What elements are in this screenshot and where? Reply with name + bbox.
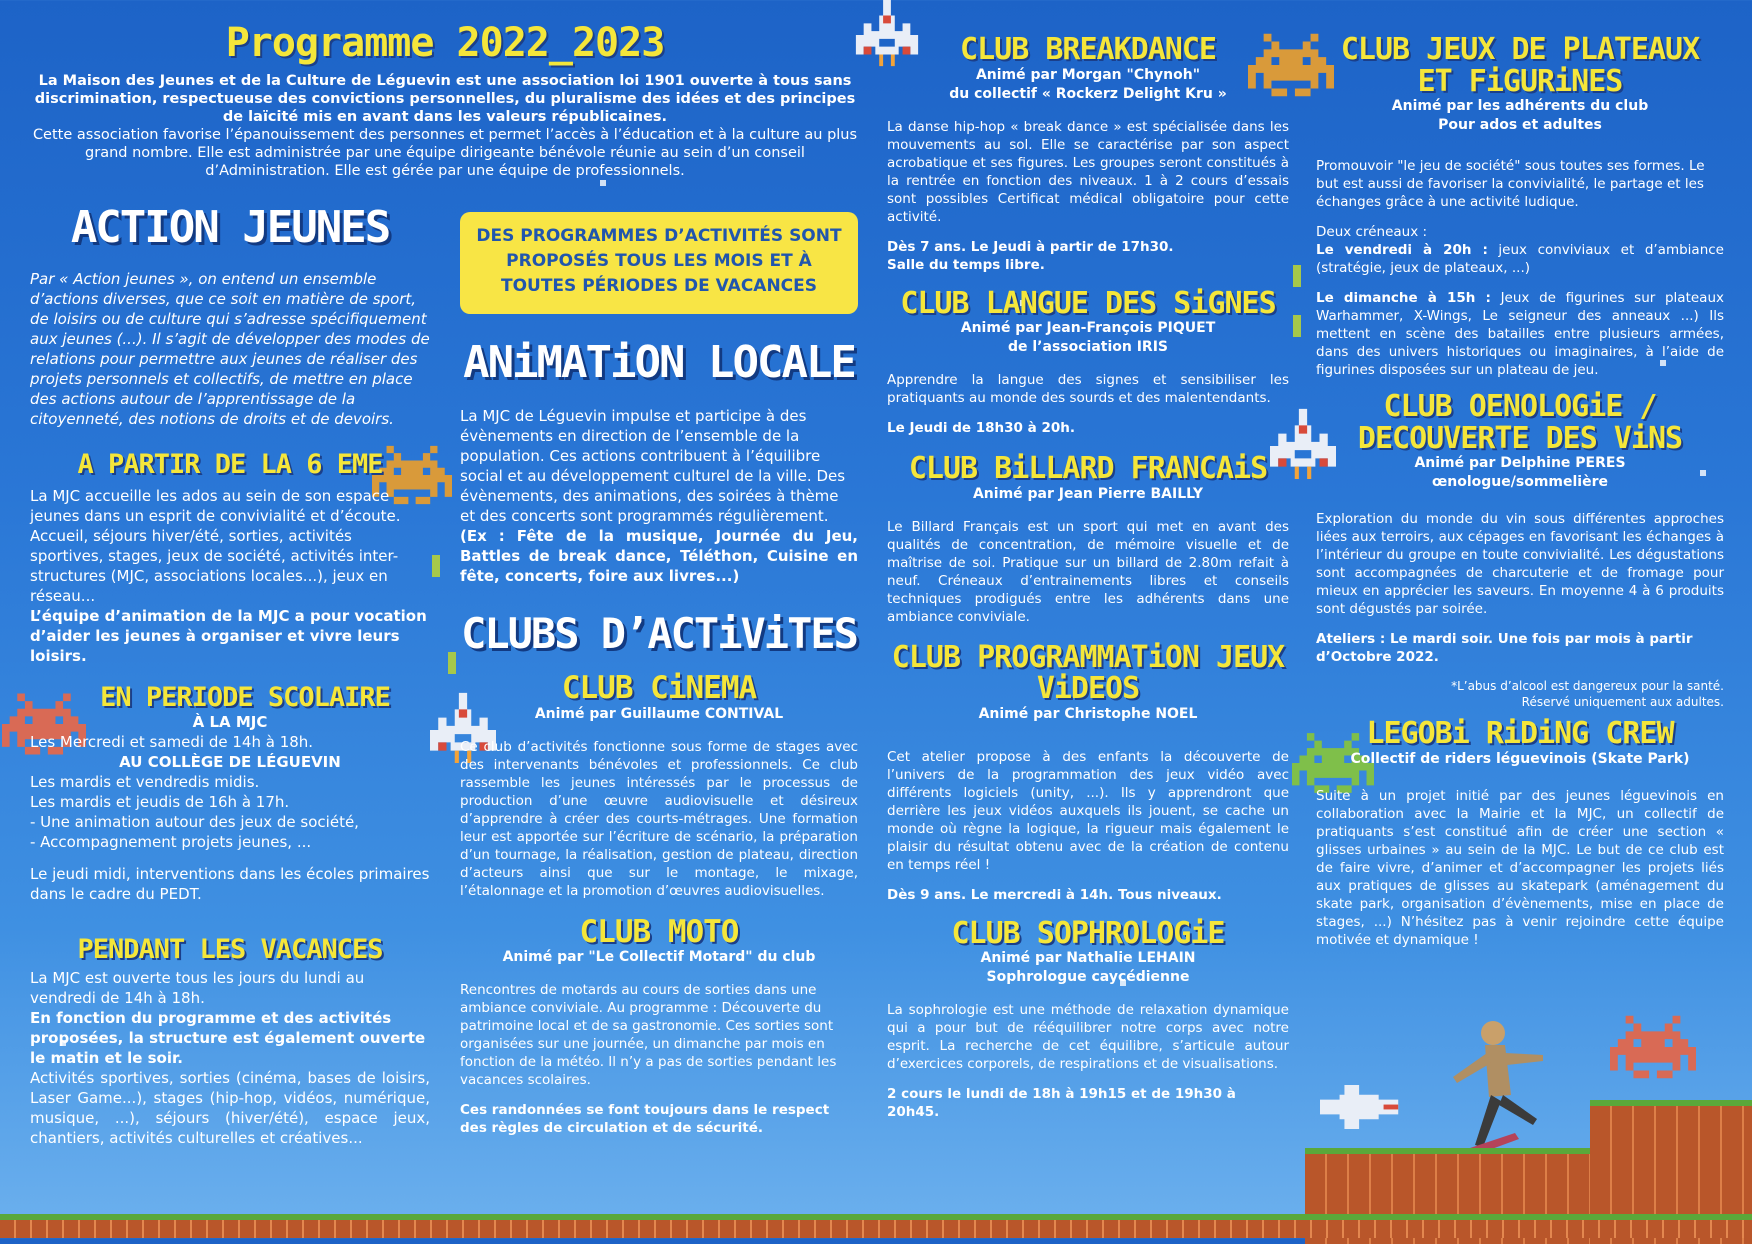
scolaire-line1: Les Mercredi et samedi de 14h à 18h.: [30, 732, 314, 751]
vacances-bold: En fonction du programme et des activités proposées, la structure est également ouverte le matin et le soir.: [30, 1009, 426, 1068]
cinema-title: CLUB CiNEMA: [561, 670, 757, 707]
brick-ground: [0, 1220, 1752, 1238]
spaceship-icon: [1318, 1085, 1410, 1129]
breakdance-text: La danse hip-hop « break dance » est spécialisée dans les mouvements au sol. Elle se caractérise par son aspect acrobatique et ses figures. Les groupes seront constitués à la rentrée en fonction des niveaux. 1 à 2 cours d’essais sont possibles Certificat médical obligatoire pour cette activité.: [887, 118, 1289, 225]
signes-text: Apprendre la langue des signes et sensibiliser les pratiquants au monde des sourds et des malentendants.: [887, 372, 1289, 406]
oenologie-note1: *L’abus d’alcool est dangereux pour la santé.: [1451, 679, 1724, 693]
intro-bold: La Maison des Jeunes et de la Culture de Léguevin est une association loi 1901 ouverte à tous sans discrimination, respectueuse des convictions personnelles, du pluralisme des idées et des principes de laïcité mis en avant dans les valeurs républicaines.: [34, 73, 856, 125]
scolaire-line6: Le jeudi midi, interventions dans les écoles primaires dans le cadre du PEDT.: [30, 864, 430, 903]
plateaux-slots: Deux créneaux :: [1316, 224, 1428, 240]
notice-box: DES PROGRAMMES D’ACTIVITÉS SONT PROPOSÉS TOUS LES MOIS ET À TOUTES PÉRIODES DE VACANCES: [460, 212, 858, 314]
scolaire-line4: - Une animation autour des jeux de société,: [30, 812, 359, 831]
laser-shot: [1293, 265, 1301, 287]
programmation-sub: Animé par Christophe NOEL: [978, 705, 1198, 722]
plateaux-friday: [1316, 241, 1724, 277]
signes-sub1: Animé par Jean-François PIQUET: [960, 320, 1216, 336]
sophrologie-sub2: Sophrologue caycédienne: [986, 969, 1190, 985]
plateaux-title: CLUB JEUX DE PLATEAUX ET FiGURiNES: [1340, 32, 1700, 99]
scolaire-line3: Les mardis et jeudis de 16h à 17h.: [30, 792, 290, 811]
programmation-bold: Dès 9 ans. Le mercredi à 14h. Tous niveaux.: [887, 886, 1222, 903]
breakdance-sub1: Animé par Morgan "Chynoh": [975, 66, 1201, 83]
legobi-text: Suite à un projet initié par des jeunes léguevinois en collaboration avec la Mairie et la MJC, un collectif de pratiquants s’est constitué afin de créer une section « glisses urbaines » au sein de la MJC. Le but de ce club est de faire vivre, d’animer et d’accompagner les projets liés aux pratiques de glisses au skatepark (aménagement du skate park, organisation d’évènements, mise en place de stages, ...) N’hésitez pas à venir rejoindre cette équipe motivée et dynamique !: [1316, 787, 1724, 948]
page-title: Programme 2022_2023: [225, 20, 665, 66]
signes-title: CLUB LANGUE DES SiGNES: [900, 285, 1276, 321]
moto-bold: Ces randonnées se font toujours dans le respect des règles de circulation et de sécurité.: [460, 1102, 830, 1137]
legobi-sub: Collectif de riders léguevinois (Skate Park): [1350, 750, 1690, 767]
sophrologie-sub1: Animé par Nathalie LEHAIN: [980, 950, 1196, 966]
programmation-title: CLUB PROGRAMMATiON JEUX ViDEOS: [891, 639, 1285, 706]
plateaux-text: Promouvoir "le jeu de société" sous toutes ses formes. Le but est aussi de favoriser la convivialité, le partage et les échanges grâce à une activité ludique.: [1316, 158, 1705, 210]
vacances-title: PENDANT LES VACANCES: [77, 933, 383, 965]
moto-text: Rencontres de motards au cours de sorties dans une ambiance conviviale. Au programme : Découverte du patrimoine local et de sa gastronomie. Ces sorties sont organisées sur une journée, un dimanche par mois en fonction de la météo. Il n’y a pas de sorties pendant les vacances scolaires.: [460, 982, 837, 1089]
oenologie-text: Exploration du monde du vin sous différentes approches liées aux terroirs, aux cépages en favorisant les échanges à l’intérieur du groupe en toute convivialité. Les dégustations sont accompagnées de charcuterie et de fromage pour mieux en apprécier les saveurs. En moyenne 4 à 6 produits sont dégustés par soirée.: [1316, 511, 1724, 617]
plateaux-sunday: [1316, 289, 1724, 379]
oenologie-bold: Ateliers : Le mardi soir. Une fois par mois à partir d’Octobre 2022.: [1316, 631, 1693, 665]
plateaux-sunday-label: Le dimanche à 15h :: [1316, 290, 1491, 306]
space-invader-icon: [1610, 1015, 1696, 1079]
signes-bold: Le Jeudi de 18h30 à 20h.: [887, 420, 1075, 436]
star-decoration: [600, 180, 606, 186]
scolaire-line5: - Accompagnement projets jeunes, ...: [30, 832, 312, 851]
laser-shot: [1293, 315, 1301, 337]
column-3: [887, 34, 1289, 1121]
six-eme-title: A PARTIR DE LA 6 EME: [77, 449, 383, 481]
scolaire-at-mjc: À LA MJC: [192, 712, 268, 731]
billard-sub: Animé par Jean Pierre BAILLY: [972, 485, 1204, 502]
animation-locale-bold: (Ex : Fête de la musique, Journée du Jeu, Battles de break dance, Téléthon, Cuisine en fête, concerts, foire aux livres...): [460, 527, 858, 586]
signes-sub2: de l’association IRIS: [1007, 339, 1168, 355]
intro-text: Cette association favorise l’épanouissement des personnes et permet l’accès à l’éducation et à la culture au plus grand nombre. Elle est administrée par une équipe dirigeante bénévole réunie au sein d’un conseil d’Administration. Elle est gérée par une équipe de professionnels.: [32, 127, 858, 179]
oenologie-title: CLUB OENOLOGiE / DECOUVERTE DES ViNS: [1357, 389, 1683, 456]
cinema-text: Ce club d’activités fonctionne sous forme de stages avec des intervenants bénévoles et professionnels. Ce club rassemble les jeunes intéressés par le processus de production d’une œuvre audiovisuelle et désireux d’apprendre à créer des courts-métrages. Une formation leur est apportée sur l’écriture de scénario, la préparation d’un tournage, la réalisation, gestion de plateau, direction d’acteurs ainsi que sur le montage, le mixage, l’étalonnage et la promotion d’œuvres audiovisuelles.: [460, 738, 858, 899]
plateaux-sub2: Pour ados et adultes: [1438, 117, 1602, 133]
legobi-title: LEGOBi RiDiNG CREW: [1366, 716, 1674, 751]
laser-shot: [448, 652, 456, 674]
six-eme-bold: L’équipe d’animation de la MJC a pour vocation d’aider les jeunes à organiser et vivre leurs loisirs.: [30, 606, 427, 665]
cinema-sub: Animé par Guillaume CONTIVAL: [534, 705, 784, 722]
laser-shot: [432, 555, 440, 577]
scolaire-title: EN PERIODE SCOLAIRE: [100, 681, 390, 713]
breakdance-sub2: du collectif « Rockerz Delight Kru »: [949, 85, 1227, 102]
action-jeunes-text: Par « Action jeunes », on entend un ensemble d’actions diverses, que ce soit en matière de sport, de loisirs ou de culture qui s’adresse spécifiquement aux jeunes (...). Il s’agit de développer des modes de relations pour permettre aux jeunes de réaliser des projets personnels et collectifs, de mettre en place des actions autour de l’apprentissage de la citoyenneté, des notions de droits et de devoirs.: [30, 270, 430, 429]
moto-sub: Animé par "Le Collectif Motard" du club: [502, 949, 816, 966]
oenologie-sub1: Animé par Delphine PERES: [1414, 455, 1626, 471]
sophrologie-bold: 2 cours le lundi de 18h à 19h15 et de 19h30 à 20h45.: [887, 1086, 1236, 1120]
column-1: [30, 202, 430, 1148]
column-2: [460, 337, 858, 1137]
oenologie-sub2: œnologue/sommelière: [1431, 474, 1609, 490]
header: [30, 22, 860, 180]
clubs-title: CLUBS D’ACTiViTES: [461, 609, 857, 659]
sophrologie-title: CLUB SOPHROLOGiE: [951, 915, 1225, 951]
action-jeunes-title: ACTION JEUNES: [70, 202, 390, 253]
scolaire-at-college: AU COLLÈGE DE LÉGUEVIN: [119, 752, 341, 771]
plateaux-sub1: Animé par les adhérents du club: [1391, 98, 1649, 114]
vacances-text2: Activités sportives, sorties (cinéma, bases de loisirs, Laser Game...), stages (hip-hop, vidéos, numérique, musique, ...), séjours (hiver/été), espace jeux, chantiers, activités culturelles et créatives...: [30, 1069, 430, 1148]
column-4: [1316, 34, 1724, 949]
plateaux-sunday-text: Jeux de figurines sur plateaux Warhammer, X-Wings, Le seigneur des anneaux ...) Ils mettent en scène des batailles entre plusieurs armées, dans des univers historiques ou imaginaires, à l’aide de figurines disposées sur un plateau de jeu.: [1316, 290, 1724, 378]
programmation-text: Cet atelier propose à des enfants la découverte de l’univers de la programmation des jeux vidéo avec différents logiciels (unity, ...). Ils y apprendront que derrière les jeux vidéos auxquels ils jouent, se cache un monde où règne la logique, la rigueur mais également le plaisir du résultat obtenu avec de la création de contenu en temps réel !: [887, 748, 1289, 873]
plateaux-friday-label: Le vendredi à 20h :: [1316, 242, 1488, 258]
animation-locale-title: ANiMATiON LOCALE: [463, 337, 855, 388]
sophrologie-text: La sophrologie est une méthode de relaxation dynamique qui a pour but de rééquilibrer notre corps avec notre esprit. La recherche de cet équilibre, s’articule autour d’exercices corporels, de respirations et de visualisations.: [887, 1002, 1289, 1072]
six-eme-text: La MJC accueille les ados au sein de son espace jeunes dans un esprit de convivialité et d’écoute. Accueil, séjours hiver/été, sorties, activités sportives, stages, jeux de société, activités inter-structures (MJC, associations locales...), jeux en réseau...: [30, 486, 401, 605]
oenologie-note2: Réservé uniquement aux adultes.: [1521, 695, 1724, 709]
scolaire-line2: Les mardis et vendredis midis.: [30, 772, 260, 791]
moto-title: CLUB MOTO: [579, 913, 739, 950]
plateaux-friday-text: jeux conviviaux et d’ambiance (stratégie, jeux de plateaux, ...): [1316, 242, 1724, 276]
billard-title: CLUB BiLLARD FRANCAiS: [908, 451, 1268, 486]
breakdance-title: CLUB BREAKDANCE: [960, 32, 1216, 67]
billard-text: Le Billard Français est un sport qui met en avant des qualités de concentration, de mémoire visuelle et de maîtrise de soi. Pratique sur un billard de 2.80m refait à neuf. Créneaux d’entrainements libres et conseils techniques prodigués entre les adhérents dans une ambiance conviviale.: [887, 518, 1289, 625]
breakdance-bold: Dès 7 ans. Le Jeudi à partir de 17h30. Salle du temps libre.: [887, 238, 1174, 273]
vacances-text: La MJC est ouverte tous les jours du lundi au vendredi de 14h à 18h.: [30, 969, 365, 1008]
animation-locale-text: La MJC de Léguevin impulse et participe à des évènements en direction de l’ensemble de la population. Ces actions contribuent à l’équilibre social et au développement culturel de la ville. Des évènements, des animations, des soirées à thème et des concerts sont programmés régulièrement.: [460, 407, 846, 526]
